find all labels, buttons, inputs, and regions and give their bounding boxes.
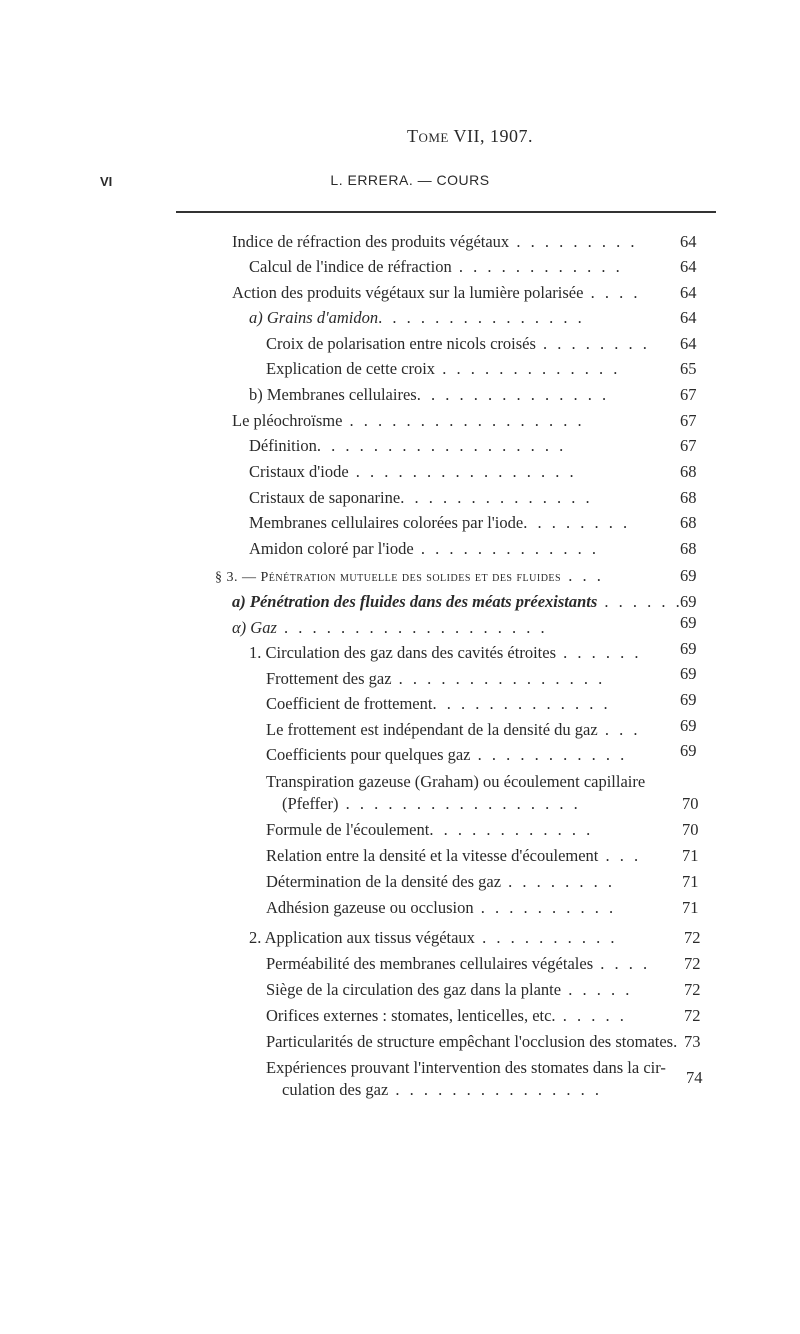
toc-entry-label: Perméabilité des membranes cellulaires végétales bbox=[266, 954, 594, 973]
toc-entry bbox=[266, 846, 641, 866]
toc-entry-page: 64 bbox=[680, 334, 697, 353]
toc-entry-label: Indice de réfraction des produits végétaux bbox=[232, 232, 510, 251]
toc-entry-label: Action des produits végétaux sur la lumière polarisée bbox=[232, 283, 584, 302]
toc-entry bbox=[249, 928, 617, 948]
toc-entry-leader: . . . . . . . . . . . . . . . . bbox=[348, 462, 577, 481]
toc-entry bbox=[266, 954, 650, 974]
toc-entry-page: 67 bbox=[680, 411, 697, 430]
toc-entry-label: Adhésion gazeuse ou occlusion bbox=[266, 898, 474, 917]
toc-entry bbox=[249, 257, 623, 277]
toc-entry-leader: . . . . . . . . . . . . . . . . . bbox=[338, 794, 581, 813]
toc-entry-label: culation des gaz bbox=[282, 1080, 389, 1099]
toc-entry-label: Formule de l'écoulement bbox=[266, 820, 430, 839]
toc-entry-page: 69 bbox=[680, 664, 697, 683]
toc-entry-leader: . . . . . . . . bbox=[523, 513, 631, 532]
toc-entry-page: 72 bbox=[684, 954, 701, 973]
toc-entry-leader: . . . . . . . . . . . . . . . bbox=[391, 669, 606, 688]
toc-entry-label: Particularités de structure empêchant l'occlusion des stomates. bbox=[266, 1032, 678, 1051]
toc-entry-leader: . . . . . . . . . . . bbox=[470, 745, 628, 764]
toc-entry bbox=[266, 872, 615, 892]
toc-entry-leader: . . . . . . . . . . . . . . bbox=[416, 385, 610, 404]
toc-entry bbox=[266, 669, 605, 689]
toc-entry-page: 69 bbox=[680, 592, 697, 611]
toc-entry-page: 69 bbox=[680, 566, 697, 585]
toc-entry bbox=[232, 411, 585, 431]
toc-entry-page: 71 bbox=[682, 872, 699, 891]
toc-entry-page: 72 bbox=[684, 980, 701, 999]
toc-entry-page: 73 bbox=[684, 1032, 701, 1051]
toc-entry-page: 68 bbox=[680, 462, 697, 481]
toc-entry-label: α) Gaz bbox=[232, 618, 277, 637]
toc-entry-label: Définition bbox=[249, 436, 317, 455]
toc-entry-leader: . . . . . . . . . . . . bbox=[451, 257, 623, 276]
toc-entry-page: 70 bbox=[682, 820, 699, 839]
toc-entry-label: Le frottement est indépendant de la densité du gaz bbox=[266, 720, 598, 739]
toc-entry bbox=[266, 334, 650, 354]
toc-entry-page: 74 bbox=[686, 1068, 703, 1087]
toc-entry-leader: . . . . bbox=[583, 283, 641, 302]
toc-entry-page: 69 bbox=[680, 716, 697, 735]
toc-entry-page: 69 bbox=[680, 639, 697, 658]
toc-entry-label: Explication de cette croix bbox=[266, 359, 436, 378]
toc-entry-page: 68 bbox=[680, 488, 697, 507]
toc-entry-page: 67 bbox=[680, 436, 697, 455]
toc-entry-leader: . . . . . . . . bbox=[501, 872, 616, 891]
toc-entry-label: Détermination de la densité des gaz bbox=[266, 872, 502, 891]
toc-entry bbox=[266, 694, 611, 714]
toc-entry-label: Cristaux de saponarine bbox=[249, 488, 401, 507]
toc-entry bbox=[249, 643, 642, 663]
toc-entry bbox=[249, 385, 609, 405]
toc-entry-leader: . . . . . . . . . . . . . bbox=[413, 539, 599, 558]
toc-entry-label: (Pfeffer) bbox=[282, 794, 339, 813]
toc-entry-label: Croix de polarisation entre nicols croisés bbox=[266, 334, 536, 353]
toc-entry bbox=[249, 488, 593, 508]
toc-entry bbox=[249, 436, 566, 456]
toc-entry-page: 72 bbox=[684, 1006, 701, 1025]
toc-entry-label: Frottement des gaz bbox=[266, 669, 392, 688]
toc-entry bbox=[266, 1032, 677, 1052]
toc-entry-label: 2. Application aux tissus végétaux bbox=[249, 928, 475, 947]
toc-entry-page: 71 bbox=[682, 898, 699, 917]
toc-entry-label: a) Pénétration des fluides dans des méats préexistants bbox=[232, 592, 598, 611]
toc-entry-leader: . . . . . . . . . . . . . bbox=[432, 694, 611, 713]
toc-entry-leader: . . . . . bbox=[555, 1006, 627, 1025]
toc-entry-page: 64 bbox=[680, 283, 697, 302]
toc-entry-leader: . . . bbox=[598, 846, 642, 865]
toc-entry bbox=[266, 1006, 627, 1026]
toc-entry bbox=[266, 745, 627, 765]
toc-entry-leader: . . . . . . . . bbox=[535, 334, 650, 353]
toc-entry-label: Calcul de l'indice de réfraction bbox=[249, 257, 452, 276]
toc-entry-label: § 3. — Pénétration mutuelle des solides et des fluides bbox=[215, 570, 562, 585]
toc-entry-label: Orifices externes : stomates, lenticelles, etc. bbox=[266, 1006, 556, 1025]
toc-entry bbox=[232, 232, 637, 252]
toc-entry-page: 64 bbox=[680, 308, 697, 327]
toc-entry bbox=[266, 1058, 666, 1078]
toc-entry-leader: . . . . . . bbox=[556, 643, 642, 662]
toc-entry-label: Le pléochroïsme bbox=[232, 411, 343, 430]
toc-entry bbox=[282, 1080, 602, 1100]
toc-entry-leader: . . . . . . . . . . . . . . . bbox=[388, 1080, 603, 1099]
toc-entry-page: 64 bbox=[680, 257, 697, 276]
toc-entry bbox=[232, 592, 683, 612]
toc-entry-page: 71 bbox=[682, 846, 699, 865]
toc-entry-page: 69 bbox=[680, 741, 697, 760]
toc-entry bbox=[232, 283, 640, 303]
toc-entry-leader: . . . bbox=[597, 720, 641, 739]
toc-entry-page: 65 bbox=[680, 359, 697, 378]
toc-entry-leader: . . . . . bbox=[561, 980, 633, 999]
toc-entry-leader: . . . . . . . . . . bbox=[474, 928, 618, 947]
toc-entry-label: Expériences prouvant l'intervention des stomates dans la cir- bbox=[266, 1058, 666, 1077]
toc-entry-leader: . . . . . . . . . . . . . bbox=[435, 359, 621, 378]
toc-section-heading bbox=[215, 566, 604, 588]
toc-entry-label: Coefficients pour quelques gaz bbox=[266, 745, 471, 764]
toc-entry-leader: . . . . . . . . . . . . . . . . . . . bbox=[276, 618, 548, 637]
toc-entry-leader: . . . . bbox=[593, 954, 651, 973]
toc-entry-label: Amidon coloré par l'iode bbox=[249, 539, 414, 558]
toc-entry-page: 72 bbox=[684, 928, 701, 947]
toc-entry-leader: . . . . . . . . . . . . . . . . . . bbox=[316, 436, 567, 455]
toc-entry bbox=[249, 513, 630, 533]
toc-entry-label: Cristaux d'iode bbox=[249, 462, 349, 481]
toc-entry bbox=[249, 462, 577, 482]
toc-entry-leader: . . . . . . bbox=[597, 592, 683, 611]
toc-entry-page: 68 bbox=[680, 539, 697, 558]
volume-header bbox=[0, 126, 800, 147]
toc-entry-page: 68 bbox=[680, 513, 697, 532]
toc-entry-leader: . . . . . . . . . . . . . . . bbox=[378, 308, 585, 327]
toc-entry-leader: . . . bbox=[561, 566, 604, 585]
toc-entry-page: 67 bbox=[680, 385, 697, 404]
page-number: VI bbox=[100, 174, 113, 189]
toc-entry-page: 69 bbox=[680, 690, 697, 709]
toc-entry-leader: . . . . . . . . . . bbox=[473, 898, 617, 917]
tome-label: Tome VII, 1907. bbox=[406, 126, 534, 146]
header-rule bbox=[176, 211, 716, 213]
toc-entry-label: Relation entre la densité et la vitesse d'écoulement bbox=[266, 846, 599, 865]
toc-entry-leader: . . . . . . . . . . . . bbox=[429, 820, 594, 839]
toc-entry bbox=[249, 308, 585, 328]
toc-entry bbox=[232, 618, 548, 638]
toc-entry bbox=[266, 772, 645, 792]
toc-entry-leader: . . . . . . . . . bbox=[509, 232, 638, 251]
toc-entry-label: 1. Circulation des gaz dans des cavités étroites bbox=[249, 643, 556, 662]
toc-entry bbox=[266, 359, 620, 379]
toc-entry-label: Membranes cellulaires colorées par l'iode bbox=[249, 513, 524, 532]
toc-entry bbox=[282, 794, 581, 814]
toc-entry bbox=[266, 720, 640, 740]
toc-entry bbox=[266, 898, 616, 918]
toc-entry bbox=[249, 539, 599, 559]
toc-entry-label: Siège de la circulation des gaz dans la plante bbox=[266, 980, 562, 999]
toc-entry-label: Transpiration gazeuse (Graham) ou écoulement capillaire bbox=[266, 772, 646, 791]
toc-entry-page: 69 bbox=[680, 613, 697, 632]
toc-entry-label: Coefficient de frottement bbox=[266, 694, 433, 713]
toc-entry-leader: . . . . . . . . . . . . . . bbox=[400, 488, 593, 507]
toc-entry-label: a) Grains d'amidon bbox=[249, 308, 379, 327]
toc-entry-leader: . . . . . . . . . . . . . . . . . bbox=[342, 411, 585, 430]
running-title: L. ERRERA. — COURS bbox=[330, 172, 490, 188]
toc-entry-page: 70 bbox=[682, 794, 699, 813]
toc-entry bbox=[266, 980, 632, 1000]
toc-entry-page: 64 bbox=[680, 232, 697, 251]
toc-entry bbox=[266, 820, 593, 840]
toc-entry-label: b) Membranes cellulaires bbox=[249, 385, 417, 404]
